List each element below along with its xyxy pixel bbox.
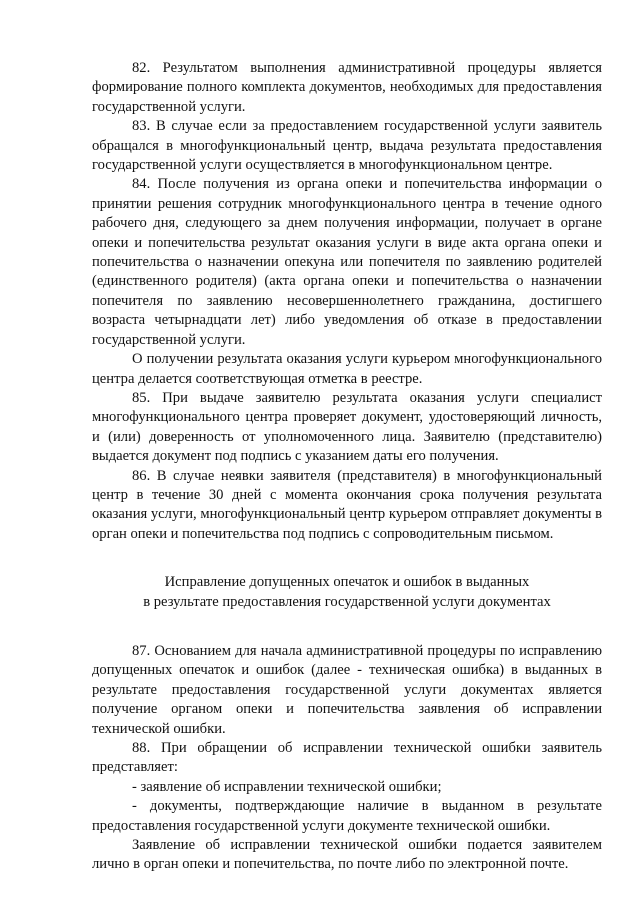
paragraph-83: 83. В случае если за предоставлением государственной услуги заявитель обращался в многофункциональный центр, выдача результата предоставления государственной услуги осуществляется в многофункциональном центре.: [92, 118, 602, 174]
list-item-documents: - документы, подтверждающие наличие в выданном в результате предоставления государственной услуги документе технической ошибки.: [92, 798, 602, 834]
paragraph-84-courier-note: О получении результата оказания услуги курьером многофункционального центра делается соответствующая отметка в реестре.: [92, 351, 602, 387]
paragraph-87: 87. Основанием для начала административной процедуры по исправлению допущенных опечаток и ошибок (далее - техническая ошибка) в выданных в результате предоставления государственной услуги документах является получение органом опеки и попечительства заявления об исправлении технической ошибки.: [92, 642, 602, 737]
paragraph-88: 88. При обращении об исправлении технической ошибки заявитель представляет:: [92, 740, 602, 776]
paragraph-86: 86. В случае неявки заявителя (представителя) в многофункциональный центр в течение 30 дней с момента окончания срока получения результата оказания услуги, многофункциональный центр курьером отправляет документы в орган опеки и попечительства под подпись с сопроводительным письмом.: [92, 467, 602, 542]
section-heading-line-1: Исправление допущенных опечаток и ошибок в выданных: [164, 574, 530, 591]
section-heading: [92, 573, 602, 612]
paragraph-82: 82. Результатом выполнения административной процедуры является формирование полного комплекта документов, необходимых для предоставления государственной услуги.: [92, 60, 602, 115]
section-heading-line-2: в результате предоставления государственной услуги документах: [143, 593, 551, 610]
document-page: [92, 59, 602, 875]
paragraph-85: 85. При выдаче заявителю результата оказания услуги специалист многофункционального центра проверяет документ, удостоверяющий личность, и (или) доверенность от уполномоченного лица. Заявителю (представителю) выдается документ под подпись с указанием даты его получения.: [92, 389, 602, 465]
paragraph-84: 84. После получения из органа опеки и попечительства информации о принятии решения сотрудник многофункционального центра в течение одного рабочего дня, следующего за днем получения информации, получает в органе опеки и попечительства результат оказания услуги в виде акта органа опеки и попечительства о назначении опекуна или попечителя по заявлению родителей (единственного родителя) (акта органа опеки и попечительства о назначении попечителя по заявлению несовершеннолетнего гражданина, достигшего возраста четырнадцати лет) либо уведомления об отказе в предоставлении государственной услуги.: [92, 176, 602, 348]
list-item-application: - заявление об исправлении технической ошибки;: [132, 778, 442, 795]
paragraph-submission: Заявление об исправлении технической ошибки подается заявителем лично в орган опеки и попечительства, по почте либо по электронной почте.: [92, 837, 602, 873]
